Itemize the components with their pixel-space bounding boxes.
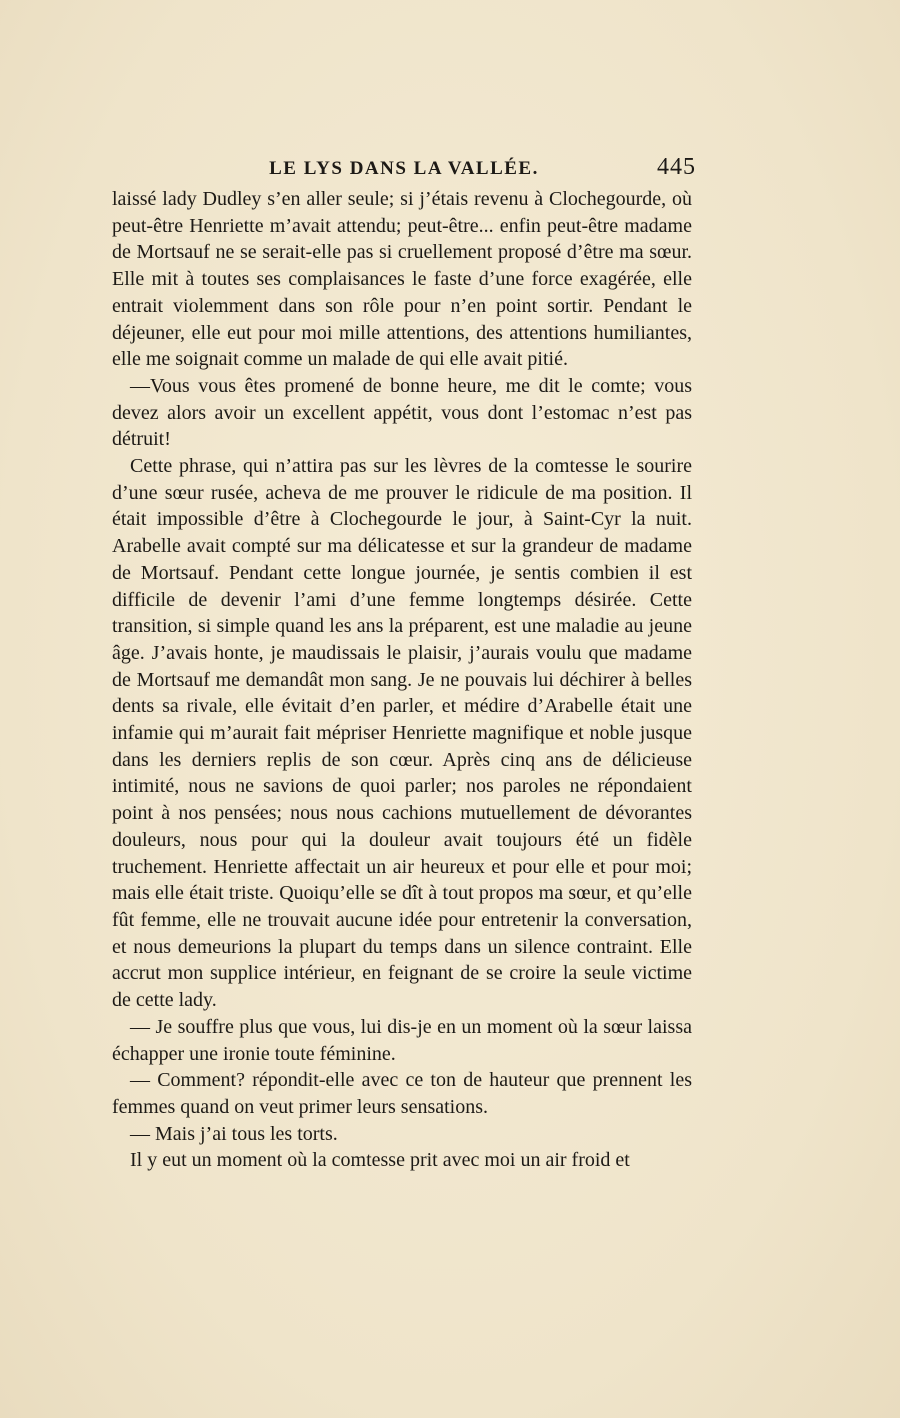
paragraph: — Mais j’ai tous les torts.: [130, 1122, 338, 1145]
paragraph: — Je souffre plus que vous, lui dis-je en un moment où la sœur laissa échapper une ironie toute féminine.: [112, 1015, 692, 1065]
paragraph: Cette phrase, qui n’attira pas sur les lèvres de la comtesse le sourire d’une sœur rusée, acheva de me prouver le ridicule de ma position. Il était impossible d’être à Clochegourde le jour, à Saint-Cyr la nuit. Arabelle avait compté sur ma délicatesse et sur la grandeur de madame de Mortsauf. Pendant cette longue journée, je sentis combien il est difficile de devenir l’ami d’une femme longtemps désirée. Cette transition, si simple quand les ans la préparent, est une maladie au jeune âge. J’avais honte, je maudissais le plaisir, j’aurais voulu que madame de Mortsauf me demandât mon sang. Je ne pouvais lui déchirer à belles dents sa rivale, elle évitait d’en parler, et médire d’Arabelle était une infamie qui m’aurait fait mépriser Henriette magnifique et noble jusque dans les derniers replis de son cœur. Après cinq ans de délicieuse intimité, nous ne savions de quoi parler; nos paroles ne répondaient point à nos pensées; nous nous cachions mutuellement de dévorantes douleurs, nous pour qui la douleur avait toujours été un fidèle truchement. Henriette affectait un air heureux et pour elle et pour moi; mais elle était triste. Quoiqu’elle se dît à tout propos ma sœur, et qu’elle fût femme, elle ne trouvait aucune idée pour entretenir la conversation, et nous demeurions la plupart du temps dans un silence contraint. Elle accrut mon supplice intérieur, en feignant de se croire la seule victime de cette lady.: [112, 455, 692, 1012]
page-number: 445: [657, 154, 696, 180]
paragraph: —Vous vous êtes promené de bonne heure, me dit le comte; vous devez alors avoir un excellent appétit, vous dont l’estomac n’est pas détruit!: [112, 374, 692, 451]
paragraph: — Comment? répondit-elle avec ce ton de hauteur que prennent les femmes quand on veut primer leurs sensations.: [112, 1069, 692, 1118]
running-head: [112, 154, 696, 184]
body-text: [112, 186, 692, 1174]
running-title: LE LYS DANS LA VALLÉE.: [269, 158, 539, 179]
paragraph: laissé lady Dudley s’en aller seule; si j’étais revenu à Clochegourde, où peut-être Henriette m’avait attendu; peut-être... enfin peut-être madame de Mortsauf ne se serait-elle pas si cruellement proposé d’être ma sœur. Elle mit à toutes ses complaisances le faste d’une force exagérée, elle entrait violemment dans son rôle pour n’en point sortir. Pendant le déjeuner, elle eut pour moi mille attentions, des attentions humiliantes, elle me soignait comme un malade de qui elle avait pitié.: [112, 188, 692, 371]
paragraph: Il y eut un moment où la comtesse prit avec moi un air froid et: [130, 1149, 630, 1172]
